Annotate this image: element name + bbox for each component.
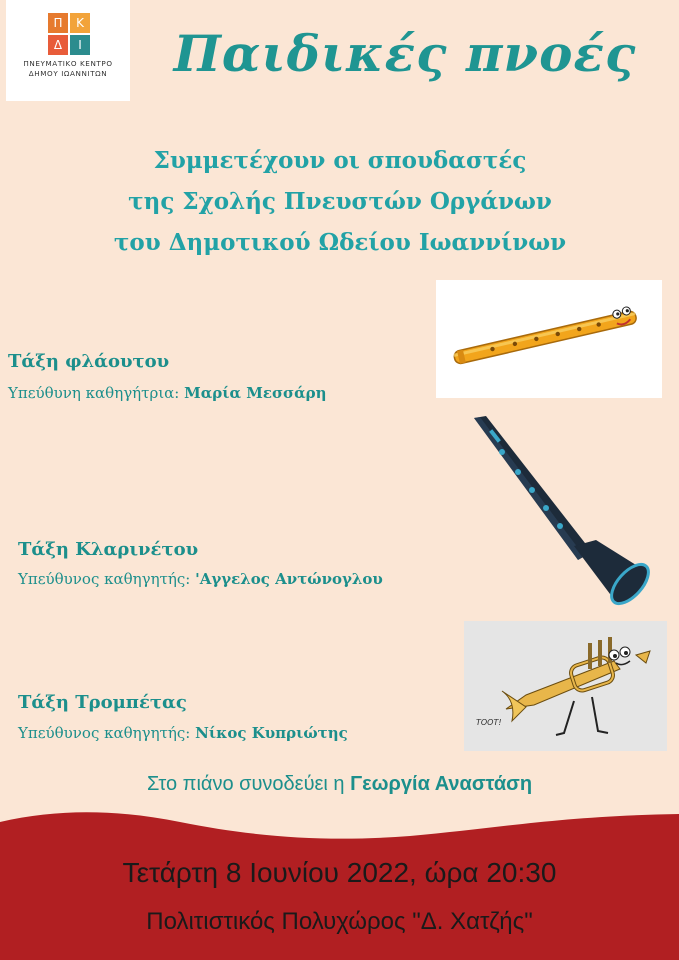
teacher-name: Μαρία Μεσσάρη [184,384,327,402]
piano-accompaniment [0,773,679,796]
subtitle-line: του Δημοτικού Ωδείου Ιωαννίνων [113,229,567,256]
section-clarinet-teacher [18,570,383,588]
clarinet-illustration [466,414,666,606]
clarinet-image [466,414,666,606]
logo-text [6,59,130,79]
section-trumpet-title: Τάξη Τρομπέτας [18,692,187,713]
trumpet-caption: TOOT! [476,718,502,727]
section-clarinet-title: Τάξη Κλαρινέτου [18,539,199,560]
logo-letter: Δ [48,35,68,55]
logo-letter: Π [48,13,68,33]
teacher-role: Υπεύθυνος καθηγητής: [18,570,191,588]
flute-illustration [436,280,662,398]
logo-line-1: ΠΝΕΥΜΑΤΙΚΟ ΚΕΝΤΡΟ [23,59,113,68]
subtitle [40,140,640,263]
logo-line-2: ΔΗΜΟΥ ΙΩΑΝΝΙΤΩΝ [28,69,108,78]
logo-letter: Ι [70,35,90,55]
piano-name: Γεωργία Αναστάση [350,773,533,795]
teacher-role: Υπεύθυνη καθηγήτρια: [8,384,180,402]
logo-mark [48,13,90,55]
flute-image [436,280,662,398]
subtitle-line: της Σχολής Πνευστών Οργάνων [128,188,552,215]
piano-text: Στο πιάνο συνοδεύει η [146,773,345,795]
trumpet-image [464,621,667,751]
teacher-name: Νίκος Κυπριώτης [195,724,348,742]
event-date: Τετάρτη 8 Ιουνίου 2022, ώρα 20:30 [122,857,557,888]
trumpet-illustration [464,621,667,751]
section-flute-title: Τάξη φλάουτου [8,351,170,372]
section-trumpet-teacher [18,724,348,742]
page-title: Παιδικές πνοές [173,24,637,83]
subtitle-line: Συμμετέχουν οι σπουδαστές [153,147,527,174]
event-venue: Πολιτιστικός Πολυχώρος "Δ. Χατζής" [146,908,533,935]
teacher-role: Υπεύθυνος καθηγητής: [18,724,191,742]
logo [6,0,130,101]
section-flute-teacher [8,384,327,402]
logo-letter: Κ [70,13,90,33]
teacher-name: 'Αγγελος Αντώνογλου [195,570,383,588]
